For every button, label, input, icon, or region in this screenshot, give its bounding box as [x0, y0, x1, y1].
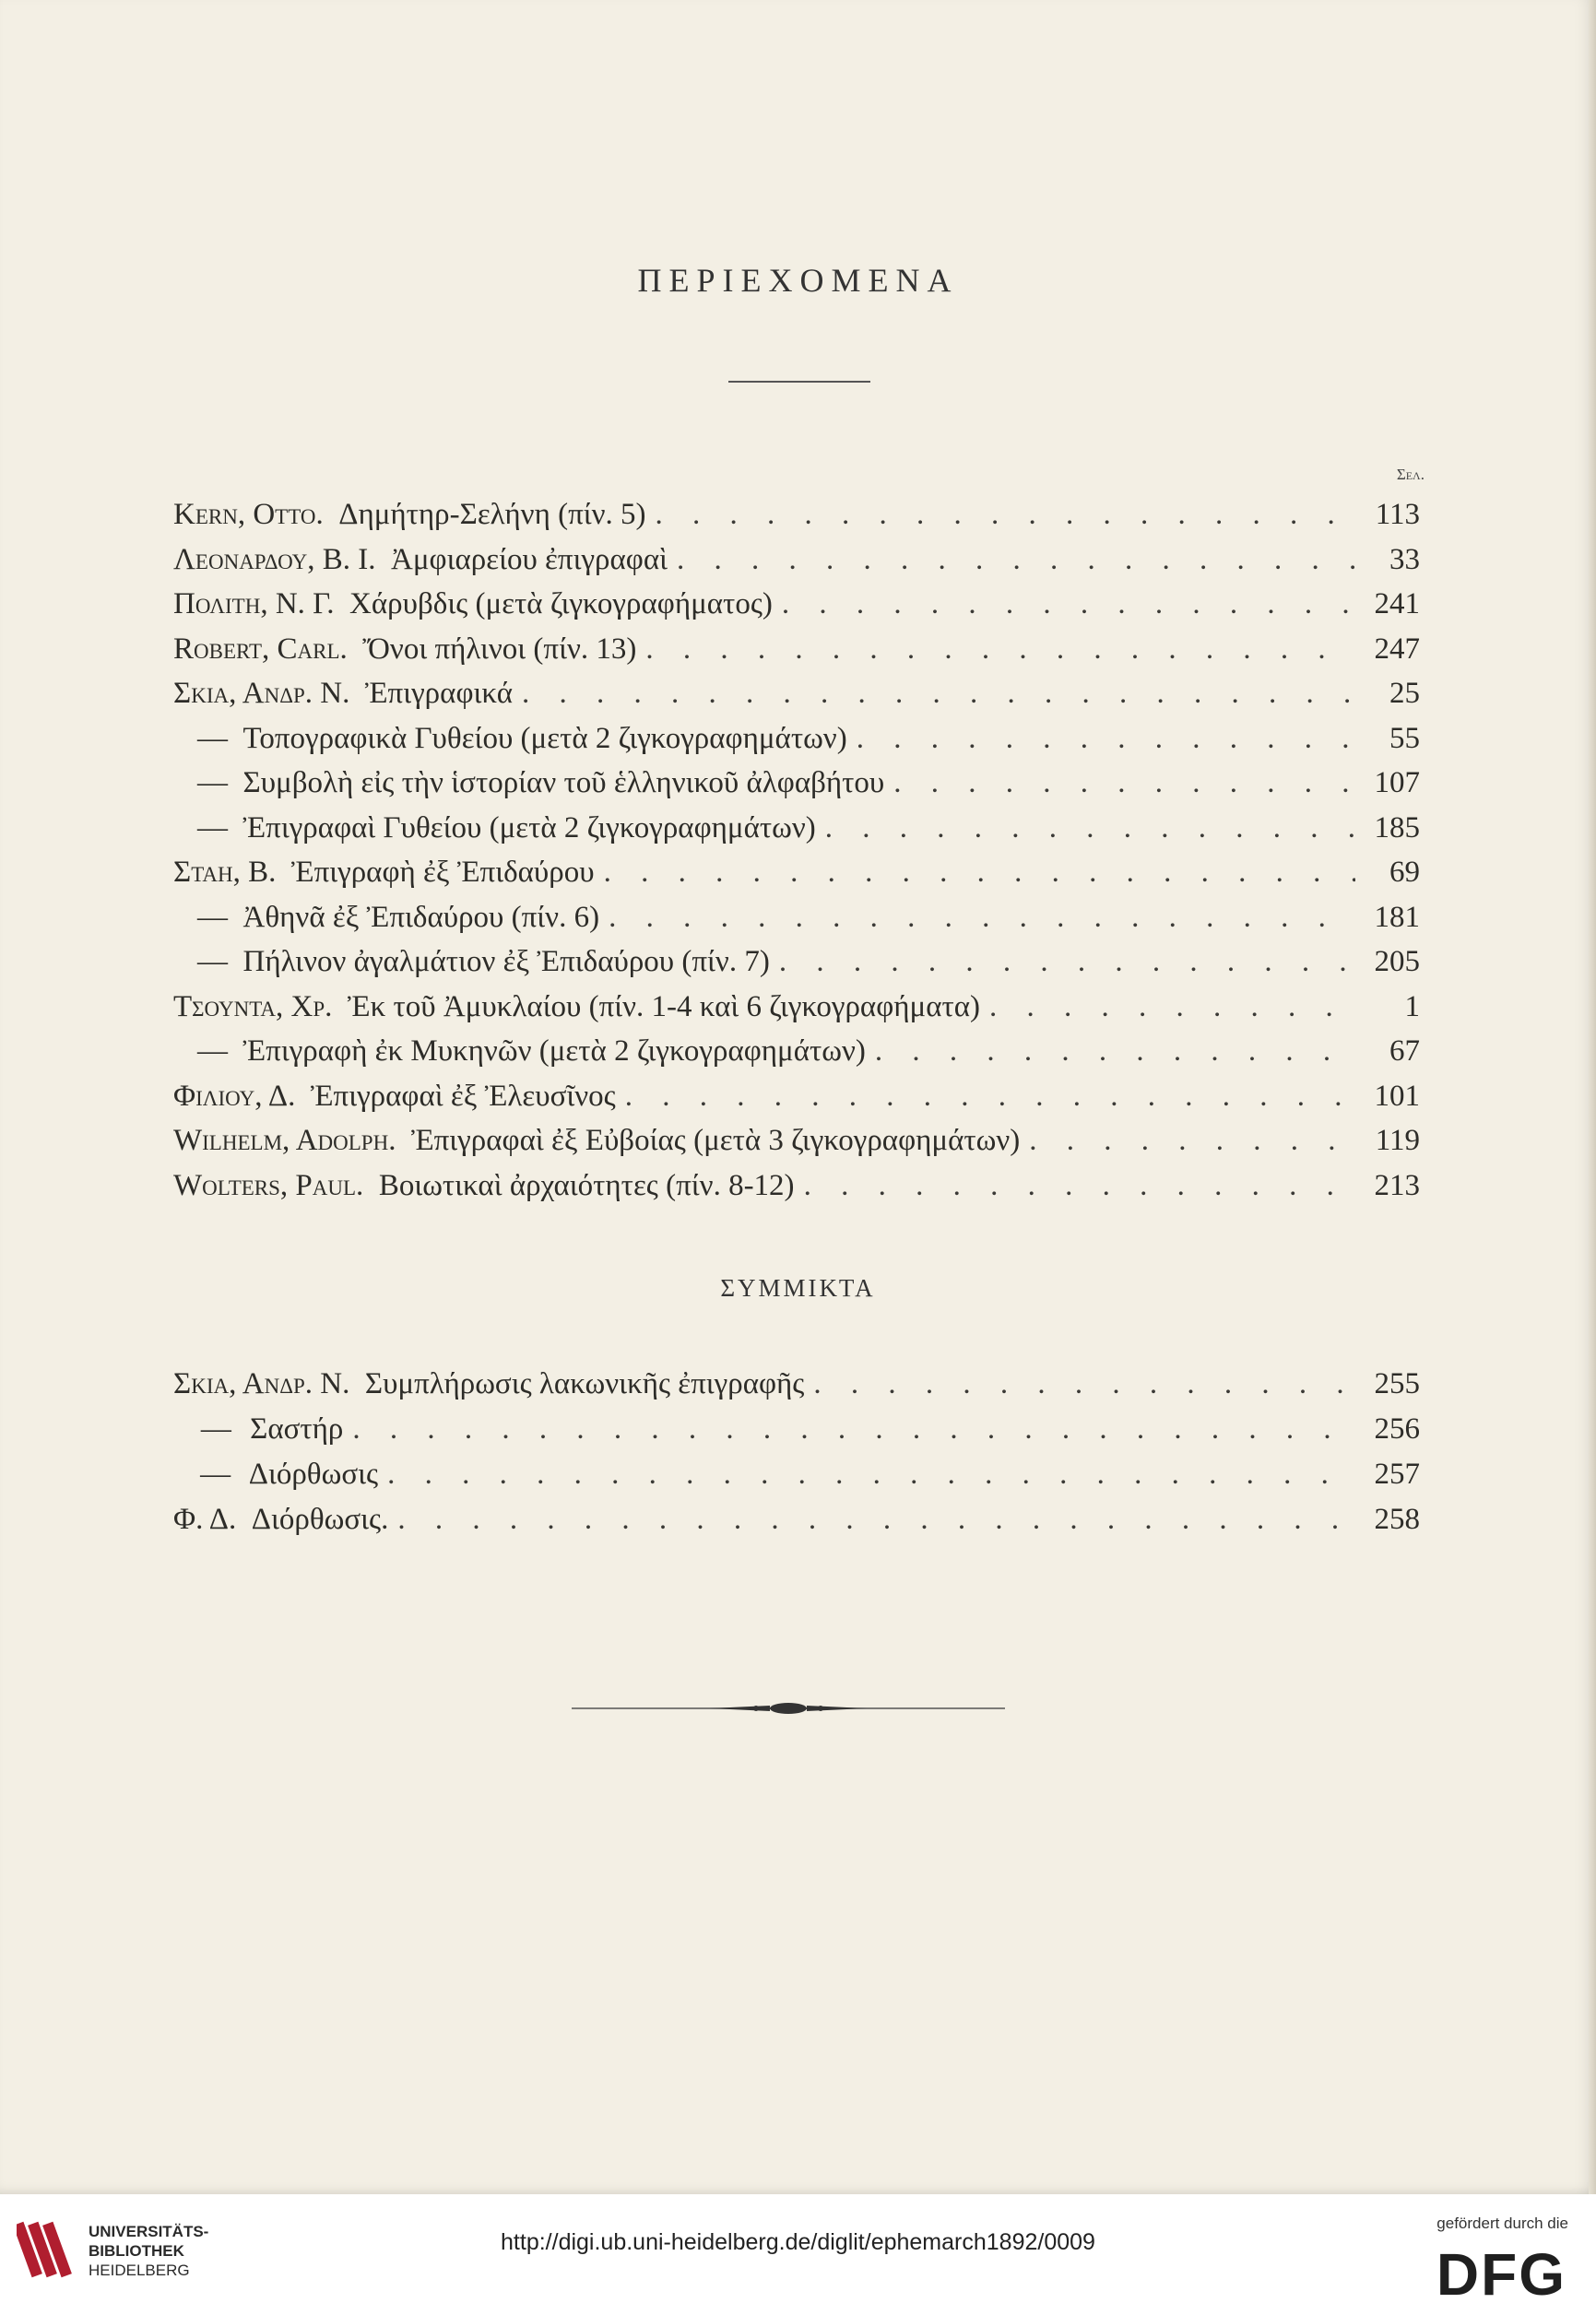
- entry-page-number: 257: [1374, 1458, 1420, 1491]
- entry-page-number: 181: [1374, 900, 1420, 934]
- dot-leader: [387, 1458, 1355, 1492]
- dot-leader: [609, 901, 1355, 935]
- entry-page-number: 33: [1389, 542, 1420, 576]
- entry-page-number: 213: [1374, 1168, 1420, 1202]
- entry-page-number: 25: [1389, 677, 1420, 710]
- entry-title: Ἀθηνᾶ ἐξ Ἐπιδαύρου (πίν. 6): [242, 900, 600, 934]
- entry-page-number: 113: [1375, 498, 1420, 531]
- entry-title: Ἐπιγραφικά: [364, 677, 513, 710]
- entry-title: Βοιωτικαὶ ἀρχαιότητες (πίν. 8-12): [378, 1168, 795, 1202]
- entry-title: Ἐπιγραφαὶ Γυθείου (μετὰ 2 ζιγκογραφημάτων): [242, 810, 816, 845]
- entry-title: Ἐπιγραφαὶ ἐξ Ἐλευσῖνος: [310, 1079, 616, 1113]
- dot-leader: [893, 766, 1355, 800]
- dot-leader: [645, 632, 1355, 667]
- toc-entry: [173, 945, 1420, 987]
- entry-author: Robert, Carl.: [173, 632, 348, 666]
- entry-author: Φιλιου, Δ.: [173, 1079, 296, 1113]
- entry-author: Wilhelm, Adolph.: [173, 1124, 396, 1157]
- dot-leader: [625, 1080, 1355, 1114]
- dot-leader: [656, 498, 1355, 532]
- toc-entry: [173, 901, 1420, 943]
- continuation-dash: —: [200, 1412, 231, 1446]
- toc-entry: [173, 1169, 1420, 1211]
- entry-page-number: 119: [1375, 1124, 1420, 1157]
- ornament-divider: [572, 1695, 1005, 1722]
- toc-entry: [173, 1458, 1420, 1500]
- entry-title: Ἐπιγραφὴ ἐκ Μυκηνῶν (μετὰ 2 ζιγκογραφημάτων): [242, 1034, 866, 1068]
- continuation-dash: —: [197, 766, 228, 799]
- title-rule: [728, 381, 870, 383]
- toc-entry: [173, 543, 1420, 585]
- entry-title: Πήλινον ἀγαλμάτιον ἐξ Ἐπιδαύρου (πίν. 7): [242, 945, 770, 978]
- dot-leader: [522, 677, 1355, 711]
- entry-author: Τσουντα, Χρ.: [173, 989, 333, 1023]
- entry-title: Διόρθωσις: [248, 1458, 379, 1491]
- university-library-name: UNIVERSITÄTS- BIBLIOTHEK HEIDELBERG: [89, 2223, 209, 2279]
- dot-leader: [779, 945, 1355, 979]
- continuation-dash: —: [197, 1034, 228, 1068]
- entry-author: Λεοναρδου, Β. Ι.: [173, 542, 376, 576]
- entry-title: Ὄνοι πήλινοι (πίν. 13): [362, 632, 637, 666]
- dot-leader: [813, 1367, 1355, 1401]
- entry-author: Φ. Δ.: [173, 1503, 237, 1536]
- dot-leader: [1029, 1124, 1355, 1158]
- entry-page-number: 256: [1374, 1412, 1420, 1446]
- entry-title: Δημήτηρ-Σελήνη (πίν. 5): [338, 498, 646, 531]
- entry-author: Σταη, Β.: [173, 856, 277, 889]
- page-title: ΠΕΡΙΕΧΟΜΕΝΑ: [637, 262, 959, 299]
- dot-leader: [604, 856, 1355, 890]
- entry-title: Σαστήρ: [250, 1412, 344, 1446]
- toc-entry: [173, 811, 1420, 854]
- continuation-dash: —: [200, 1458, 231, 1491]
- entry-page-number: 107: [1374, 766, 1420, 799]
- toc-entry: [173, 722, 1420, 764]
- section-title: ΣΥΜΜΙΚΤΑ: [720, 1274, 876, 1302]
- continuation-dash: —: [197, 810, 228, 845]
- entry-page-number: 101: [1374, 1079, 1420, 1113]
- toc-entry: [173, 766, 1420, 809]
- dfg-logo[interactable]: DFG: [1436, 2241, 1566, 2308]
- entry-title: Ἐκ τοῦ Ἀμυκλαίου (πίν. 1-4 καὶ 6 ζιγκογραφήματα): [347, 989, 981, 1023]
- toc-entry: [173, 1367, 1420, 1410]
- dot-leader: [397, 1503, 1355, 1537]
- toc-entry: [173, 587, 1420, 630]
- toc-entry: [173, 1124, 1420, 1166]
- dot-leader: [782, 587, 1355, 621]
- toc-entry: [173, 677, 1420, 719]
- page-column-head: Σελ.: [1396, 466, 1425, 483]
- toc-entry: [173, 498, 1420, 540]
- toc-entry: [173, 1034, 1420, 1077]
- entry-page-number: 69: [1389, 856, 1420, 889]
- toc-entry: [173, 1503, 1420, 1545]
- entry-page-number: 67: [1389, 1034, 1420, 1068]
- entry-page-number: 1: [1404, 989, 1420, 1023]
- dot-leader: [825, 811, 1355, 845]
- toc-entry: [173, 1412, 1420, 1455]
- entry-title: Χάρυβδις (μετὰ ζιγκογραφήματος): [349, 587, 773, 620]
- entry-title: Διόρθωσις.: [251, 1503, 389, 1536]
- toc-entry: [173, 632, 1420, 675]
- dot-leader: [857, 722, 1355, 756]
- dot-leader: [677, 543, 1355, 577]
- entry-title: Ἀμφιαρείου ἐπιγραφαὶ: [391, 542, 668, 576]
- entry-author: Σκια, Ανδρ. Ν.: [173, 1367, 350, 1400]
- dot-leader: [875, 1034, 1355, 1069]
- entry-title: Συμπλήρωσις λακωνικῆς ἐπιγραφῆς: [364, 1367, 805, 1400]
- dot-leader: [989, 990, 1355, 1024]
- entry-page-number: 258: [1374, 1503, 1420, 1536]
- entry-author: Πολιτη, Ν. Γ.: [173, 587, 335, 620]
- dot-leader: [804, 1169, 1355, 1203]
- continuation-dash: —: [197, 900, 228, 934]
- entry-page-number: 241: [1374, 587, 1420, 620]
- sponsor-label: gefördert durch die: [1436, 2215, 1568, 2232]
- entry-title: Τοπογραφικὰ Γυθείου (μετὰ 2 ζιγκογραφημάτων): [242, 721, 847, 755]
- entry-author: Σκια, Ανδρ. Ν.: [173, 677, 350, 710]
- toc-entry: [173, 856, 1420, 898]
- entry-page-number: 255: [1374, 1367, 1420, 1400]
- continuation-dash: —: [197, 945, 228, 978]
- dot-leader: [352, 1412, 1355, 1447]
- entry-page-number: 55: [1389, 721, 1420, 755]
- toc-entry: [173, 990, 1420, 1033]
- entry-page-number: 247: [1374, 632, 1420, 666]
- entry-title: Συμβολὴ εἰς τὴν ἱστορίαν τοῦ ἑλληνικοῦ ἀλφαβήτου: [242, 766, 885, 799]
- entry-author: Wolters, Paul.: [173, 1168, 364, 1202]
- continuation-dash: —: [197, 721, 228, 755]
- entry-page-number: 185: [1374, 810, 1420, 845]
- entry-title: Ἐπιγραφαὶ ἐξ Εὐβοίας (μετὰ 3 ζιγκογραφημάτων): [410, 1124, 1021, 1157]
- toc-entry: [173, 1080, 1420, 1122]
- entry-page-number: 205: [1374, 945, 1420, 978]
- entry-title: Ἐπιγραφὴ ἐξ Ἐπιδαύρου: [290, 856, 595, 889]
- source-url[interactable]: http://digi.ub.uni-heidelberg.de/diglit/ephemarch1892/0009: [501, 2229, 1095, 2255]
- entry-author: Kern, Otto.: [173, 498, 324, 531]
